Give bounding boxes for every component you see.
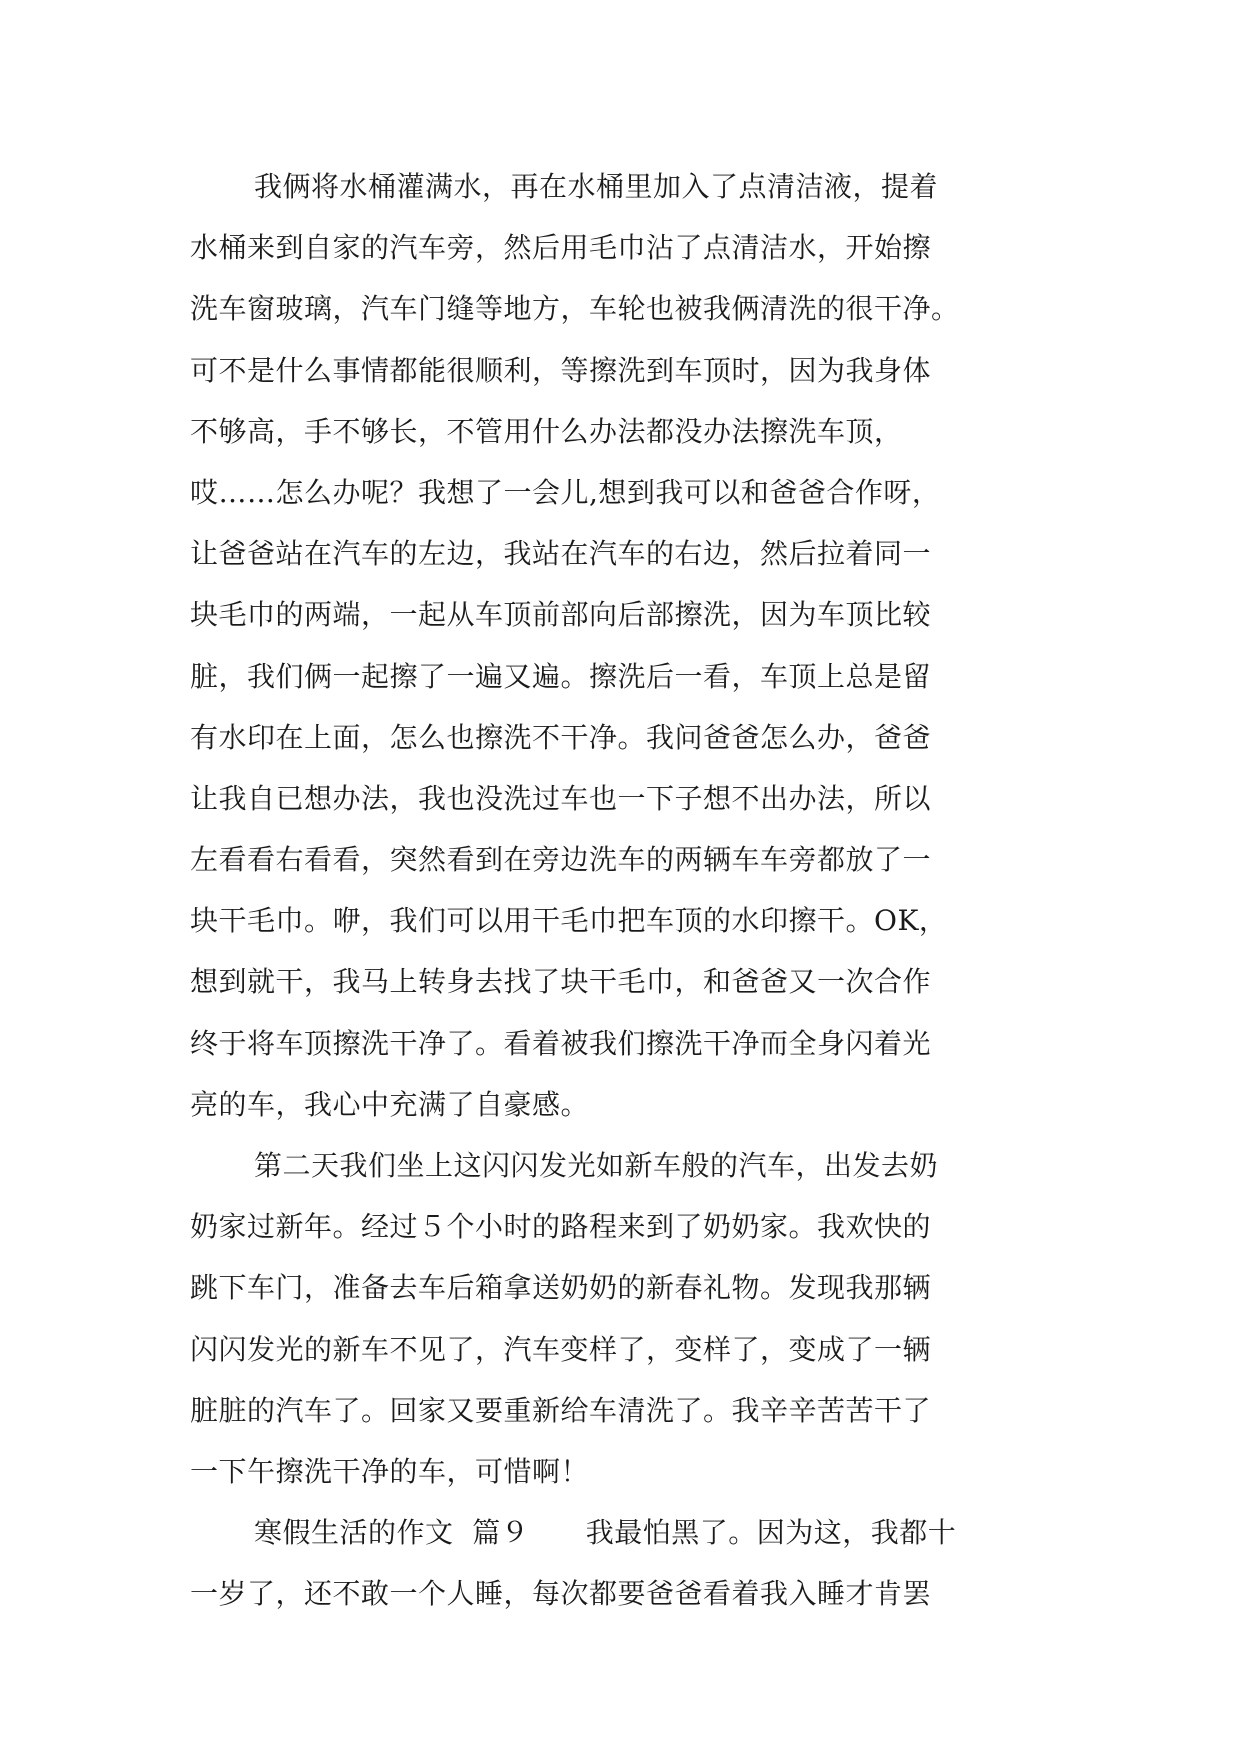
paragraph-line: 洗车窗玻璃，汽车门缝等地方，车轮也被我俩清洗的很干净。: [190, 292, 960, 326]
paragraph-line: 水桶来到自家的汽车旁，然后用毛巾沾了点清洁水，开始擦: [190, 231, 932, 265]
paragraph-line: 可不是什么事情都能很顺利，等擦洗到车顶时，因为我身体: [190, 353, 932, 387]
paragraph-line: 闪闪发光的新车不见了，汽车变样了，变样了，变成了一辆: [190, 1332, 932, 1366]
paragraph-line: 跳下车门，准备去车后箱拿送奶奶的新春礼物。发现我那辆: [190, 1271, 932, 1305]
section-heading-line: 寒假生活的作文 篇９ 我最怕黑了。因为这，我都十: [254, 1516, 957, 1550]
paragraph-line: 一岁了，还不敢一个人睡，每次都要爸爸看着我入睡才肯罢: [190, 1577, 932, 1611]
paragraph-line: 脏脏的汽车了。回家又要重新给车清洗了。我辛辛苦苦干了: [190, 1393, 932, 1427]
paragraph-line: 让爸爸站在汽车的左边，我站在汽车的右边，然后拉着同一: [190, 537, 932, 571]
paragraph-line: 脏，我们俩一起擦了一遍又遍。擦洗后一看，车顶上总是留: [190, 659, 932, 693]
paragraph-line: 一下午擦洗干净的车，可惜啊！: [190, 1454, 590, 1488]
paragraph-line: 块干毛巾。咿，我们可以用干毛巾把车顶的水印擦干。OK，: [190, 904, 948, 938]
essay-text: [190, 156, 1050, 1625]
paragraph-line: 不够高，手不够长，不管用什么办法都没办法擦洗车顶，: [190, 414, 903, 448]
paragraph-line: 哎……怎么办呢？我想了一会儿,想到我可以和爸爸合作呀，: [190, 475, 941, 509]
paragraph-line: 块毛巾的两端，一起从车顶前部向后部擦洗，因为车顶比较: [190, 598, 932, 632]
paragraph-line: 终于将车顶擦洗干净了。看着被我们擦洗干净而全身闪着光: [190, 1026, 932, 1060]
paragraph-line: 左看看右看看，突然看到在旁边洗车的两辆车车旁都放了一: [190, 843, 932, 877]
paragraph-line: 我俩将水桶灌满水，再在水桶里加入了点清洁液，提着: [254, 170, 939, 203]
paragraph-line: 有水印在上面，怎么也擦洗不干净。我问爸爸怎么办，爸爸: [190, 720, 932, 754]
paragraph-line: 奶家过新年。经过５个小时的路程来到了奶奶家。我欢快的: [190, 1210, 932, 1244]
paragraph-line: 第二天我们坐上这闪闪发光如新车般的汽车，出发去奶: [254, 1149, 939, 1182]
paragraph-line: 让我自已想办法，我也没洗过车也一下子想不出办法，所以: [190, 781, 932, 815]
paragraph-line: 想到就干，我马上转身去找了块干毛巾，和爸爸又一次合作: [190, 965, 932, 999]
paragraph-line: 亮的车，我心中充满了自豪感。: [190, 1087, 590, 1121]
